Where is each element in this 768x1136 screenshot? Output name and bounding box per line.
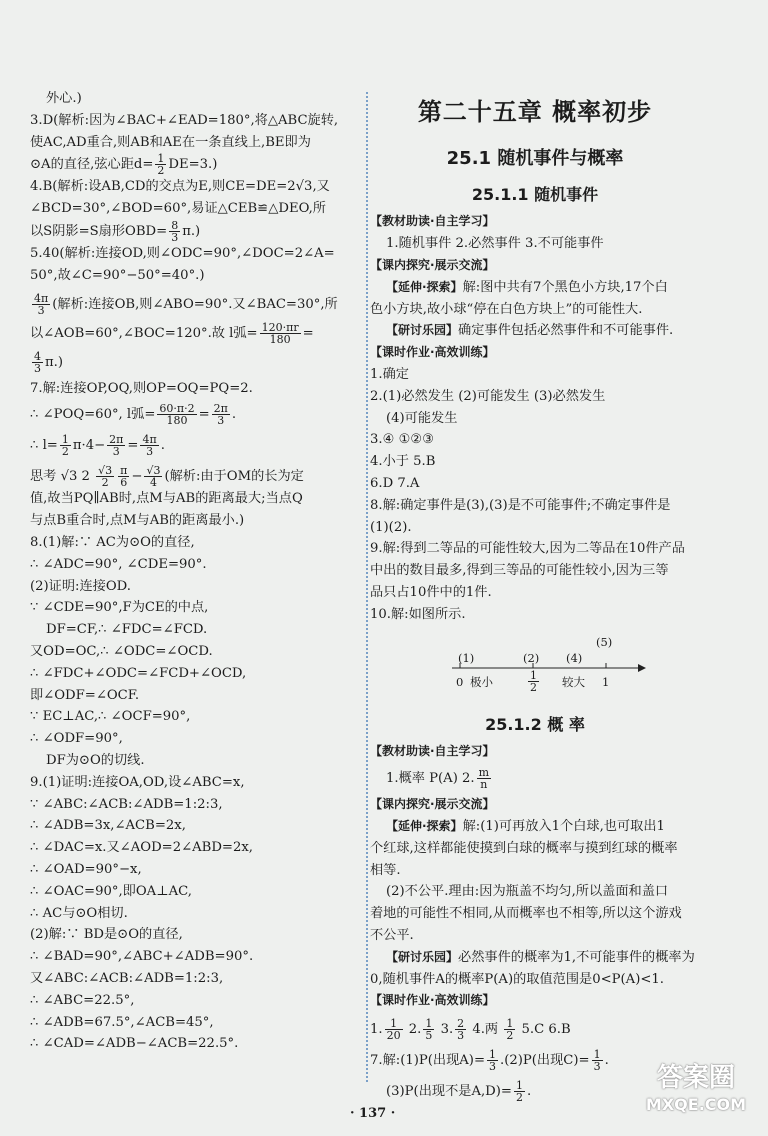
text-line: 又OD=OC,∴ ∠ODC=∠OCD. [30,643,213,659]
text-line: 10.解:如图所示. [370,606,466,622]
fraction: $\frac{1}{2}$ [157,152,165,178]
text-line: (2)证明:连接OD. [30,578,131,594]
text-line: ∴ ∠CAD=∠ADB−∠ACB=22.5°. [30,1036,239,1052]
text-line: ∴ ∠BAD=90°,∠ABC+∠ADB=90°. [30,949,254,965]
text-line: 5.40(解析:连接OD,则∠ODC=90°,∠DOC=2∠A= [30,245,335,261]
number-line-figure [370,632,700,704]
text-line: ∴ l= $\frac{1}{2}$ π·4− $\frac{2\pi}{3}$ = $\frac{4\pi}{3}$ . [30,433,165,459]
column-divider [366,92,368,1082]
text-line: 6.D 7.A [370,475,420,491]
text-line: 1.随机事件 2.必然事件 3.不可能事件 [386,236,604,252]
text-line: 7.解:(1)P(出现A)= $\frac{1}{3}$ .(2)P(出现C)= $\frac{1}{3}$ . [370,1048,609,1074]
chapter-title: 第二十五章 概率初步 [417,98,653,126]
text-line: 9.解:得到二等品的可能性较大,因为二等品在10件产品 [370,541,685,557]
fraction: $\frac{2\pi}{3}$ [109,433,124,459]
fraction: $\frac{1}{2}$ [515,1079,523,1105]
fraction: $\frac{4\pi}{3}$ [34,291,49,317]
text-line: (3)P(出现不是A,D)= $\frac{1}{2}$ . [386,1079,532,1105]
fraction: $\frac{√3}{4}$ [146,464,161,490]
tick-label-zero: 0 [456,674,464,689]
text-line: 2.(1)必然发生 (2)可能发生 (3)必然发生 [370,388,606,404]
fraction: $\frac{1}{2}$ [61,433,69,459]
point-label-4: (4) [566,650,583,665]
text-line: 使AC,AD重合,则AB和AE在一条直线上,BE即为 [30,134,311,150]
section-tag: 【课内探究·展示交流】 [370,257,495,272]
text-line: 8.(1)解:∵ AC为⊙O的直径, [30,534,195,550]
text-line: ∴ ∠ADB=3x,∠ACB=2x, [30,818,186,834]
text-line: 50°,故∠C=90°−50°=40°.) [30,267,205,283]
text-line: ∵ ∠ABC:∠ACB:∠ADB=1:2:3, [30,796,223,812]
text-line: 着地的可能性不相同,从而概率也不相等,所以这个游戏 [370,906,682,922]
fraction: $\frac{1}{20}$ [386,1017,401,1043]
page-number: · 137 · [350,1106,396,1121]
text-line: ∴ ∠OAD=90°−x, [30,861,142,877]
text-line: 值,故当PQ∥AB时,点M与AB的距离最大;当点Q [30,491,303,507]
fraction: $\frac{2\pi}{3}$ [213,402,228,428]
text-line: ∴ ∠POQ=60°, l弧= $\frac{60\cdot\pi\cdot 2}{180}$ = $\frac{2\pi}{3}$ . [30,402,237,428]
fraction: $\frac{1}{3}$ [593,1048,601,1074]
fraction: $\frac{m}{n}$ [478,766,490,792]
text-line: 【研讨乐园】确定事件包括必然事件和不可能事件. [386,323,674,339]
fraction: $\frac{8}{3}$ [171,218,179,244]
point-label-2: (2) [523,650,540,665]
fraction: $\frac{√3}{2}$ [98,464,113,490]
section-title: 25.1 随机事件与概率 [446,147,624,169]
text-line: ∴ ∠ADC=90°, ∠CDE=90°. [30,556,207,572]
tick-label-larger: 较大 [562,674,585,689]
text-line: ∴ ∠OAC=90°,即OA⊥AC, [30,883,192,899]
text-line: (2)不公平.理由:因为瓶盖不均匀,所以盖面和盖口 [386,884,669,900]
text-line: DF=CF,∴ ∠FDC=∠FCD. [46,622,208,638]
text-line: ∵ ∠CDE=90°,F为CE的中点, [30,600,209,616]
right-column [370,88,700,1103]
left-column [30,88,365,1055]
text-line: 思考 √3 2 $\frac{√3}{2}$ $\frac{\pi}{6}$ − $\frac{√3}{4}$ (解析:由于OM的长为定 [30,464,304,490]
text-line: 以∠AOB=60°,∠BOC=120°.故 l弧= $\frac{120\cdot\pi r}{180}$ = [30,320,314,346]
text-line: 9.(1)证明:连接OA,OD,设∠ABC=x, [30,774,245,790]
text-line: 即∠ODF=∠OCF. [30,687,140,703]
point-label-5: (5) [596,634,613,649]
text-line: 4.B(解析:设AB,CD的交点为E,则CE=DE=2√3,又 [30,179,330,195]
fraction: $\frac{1}{3}$ [489,1048,497,1074]
text-line: 相等. [370,862,401,878]
text-line: 又∠ABC:∠ACB:∠ADB=1:2:3, [30,970,224,986]
fraction: $\frac{\pi}{6}$ [120,464,128,490]
text-line: ∴ ∠ODF=90°, [30,731,123,747]
tick-label-extremely-small: 极小 [470,674,493,689]
text-line: 【研讨乐园】必然事件的概率为1,不可能事件的概率为 [386,949,695,965]
text-line: 外心.) [46,91,82,106]
text-line: ∴ ∠ABC=22.5°, [30,992,135,1008]
text-line: ∵ EC⊥AC,∴ ∠OCF=90°, [30,709,191,725]
tick-label-one: 1 [602,674,610,689]
text-line: 中出的数目最多,得到三等品的可能性较小,因为三等 [370,563,669,579]
text-line: 3.D(解析:因为∠BAC+∠EAD=180°,将△ABC旋转, [30,112,339,128]
text-line: 7.解:连接OP,OQ,则OP=OQ=PQ=2. [30,380,253,396]
watermark-logo: 答案圈 MXQE.COM [645,1063,747,1114]
fraction: $\frac{120\cdot\pi r}{180}$ [261,320,299,346]
fraction: $\frac{60\cdot\pi\cdot 2}{180}$ [159,402,195,428]
text-line: $\frac{4\pi}{3}$ (解析:连接OB,则∠ABO=90°.又∠BAC=30°,所 [34,291,338,317]
text-line: 与点B重合时,点M与AB的距离最小.) [30,513,245,529]
text-line: 品只占10件中的1件. [370,584,492,600]
fraction: $\frac{4}{3}$ [34,349,41,375]
section-tag: 【教材助读·自主学习】 [370,744,495,759]
text-line: 1.确定 [370,366,409,382]
text-line: 4.小于 5.B [370,454,436,470]
subsection-title: 25.1.2 概 率 [485,714,585,734]
text-line: 1.概率 P(A) 2. $\frac{m}{n}$ [386,766,490,792]
tick-label-half: $\frac{1}{2}$ [530,668,537,694]
text-line: (4)可能发生 [386,410,458,426]
text-line: 1. $\frac{1}{20}$ 2. $\frac{1}{5}$ 3. $\frac{2}{3}$ 4.两 $\frac{1}{2}$ 5.C 6.B [370,1017,571,1043]
section-tag: 【课时作业·高效训练】 [370,993,495,1008]
text-line: 色小方块,故小球“停在白色方块上”的可能性大. [370,301,643,317]
section-tag: 【教材助读·自主学习】 [370,214,495,229]
text-line: 【延伸·探索】解:(1)可再放入1个白球,也可取出1 [386,818,665,834]
text-line: ⊙A的直径,弦心距d= $\frac{1}{2}$ DE=3.) [30,152,218,178]
text-line: DF为⊙O的切线. [46,752,145,768]
subsection-title: 25.1.1 随机事件 [471,184,599,204]
text-line: ∴ ∠ADB=67.5°,∠ACB=45°, [30,1014,214,1030]
text-line: ∴ AC与⊙O相切. [30,905,128,921]
section-tag: 【课内探究·展示交流】 [370,797,495,812]
text-line: 不公平. [370,927,414,943]
section-tag: 【课时作业·高效训练】 [370,345,495,360]
fraction: $\frac{1}{5}$ [425,1017,433,1043]
text-line: (1)(2). [370,519,412,535]
text-line: 8.解:确定事件是(3),(3)是不可能事件;不确定事件是 [370,497,671,513]
fraction: $\frac{2}{3}$ [457,1017,465,1043]
text-line: ∴ ∠FDC+∠ODC=∠FCD+∠OCD, [30,665,247,681]
text-line: 以S阴影=S扇形OBD= $\frac{8}{3}$ π.) [30,218,201,244]
arrow-icon [638,664,646,672]
text-line: 3.④ ①②③ [370,432,435,448]
fraction: $\frac{4\pi}{3}$ [142,433,157,459]
text-line: 【延伸·探索】解:图中共有7个黑色小方块,17个白 [386,279,668,295]
point-label-1: (1) [458,650,475,665]
text-line: 个红球,这样都能使摸到白球的概率与摸到红球的概率 [370,840,678,856]
text-line: ∴ ∠DAC=x.又∠AOD=2∠ABD=2x, [30,840,253,856]
text-line: (2)解:∵ BD是⊙O的直径, [30,927,183,943]
text-line: 0,随机事件A的概率P(A)的取值范围是0<P(A)<1. [370,971,664,987]
text-line: $\frac{4}{3}$ π.) [34,349,64,375]
fraction: $\frac{1}{2}$ [506,1017,514,1043]
text-line: ∠BCD=30°,∠BOD=60°,易证△CEB≌△DEO,所 [30,201,326,217]
